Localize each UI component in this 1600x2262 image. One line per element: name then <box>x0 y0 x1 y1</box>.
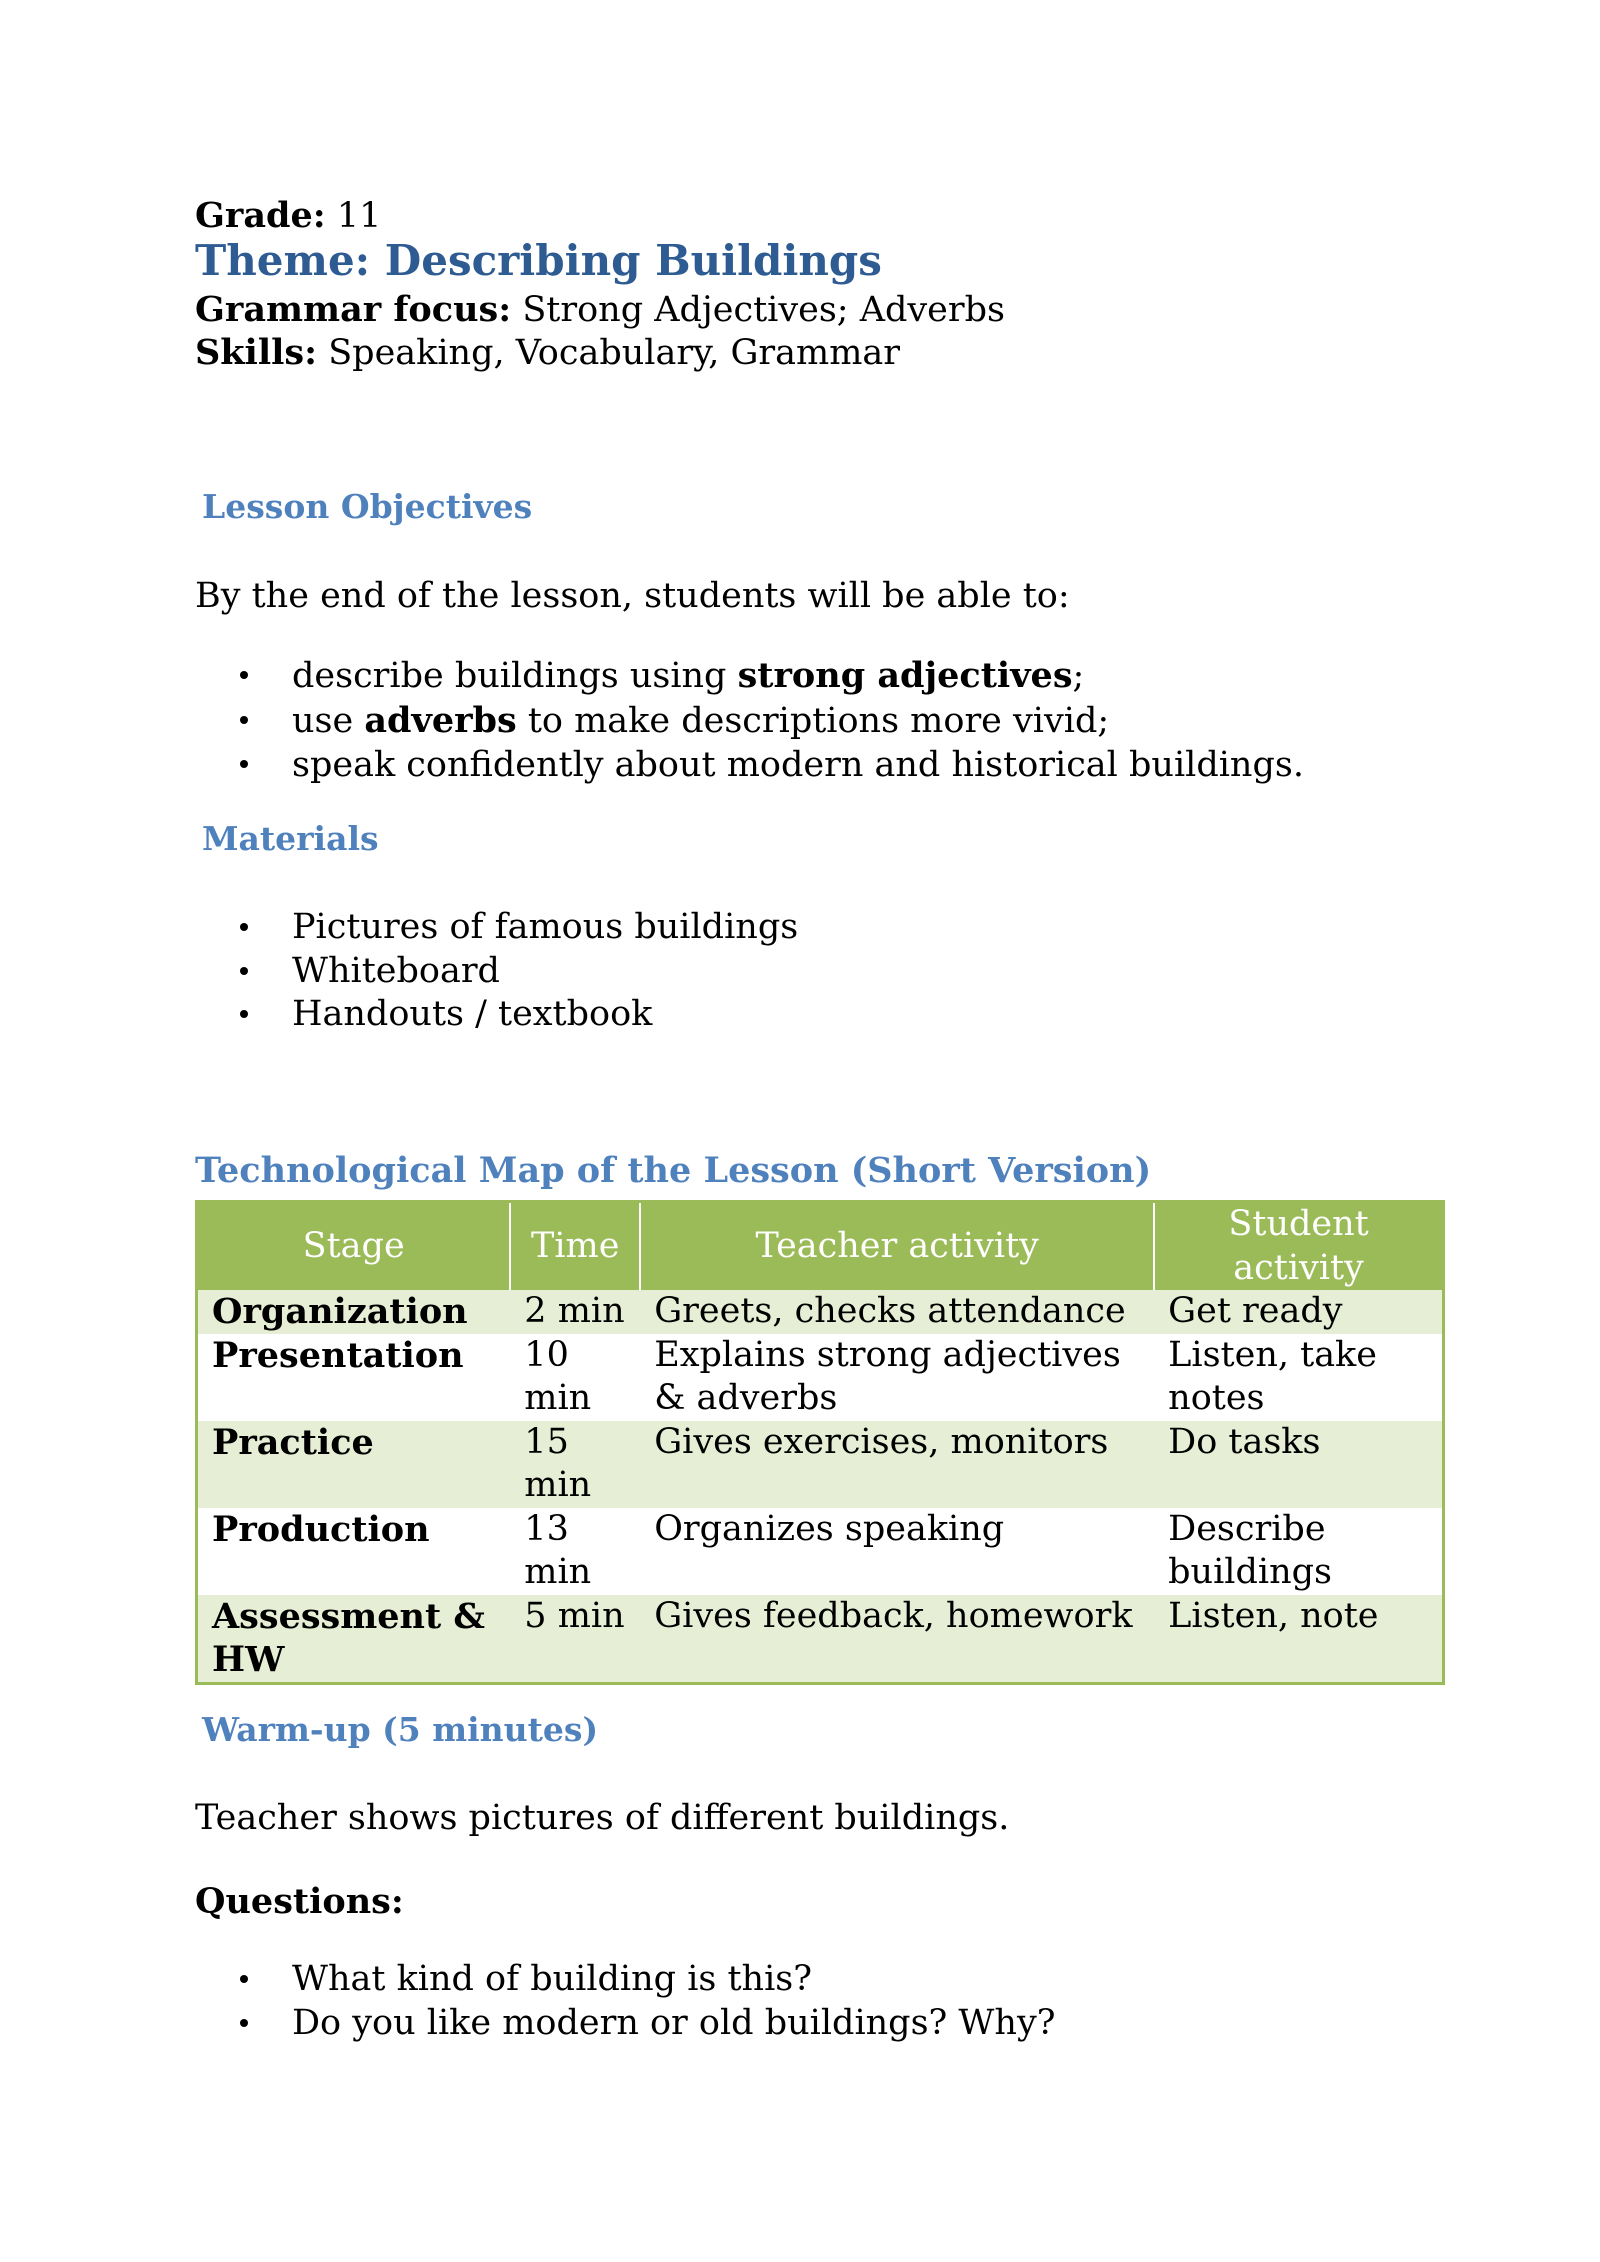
table-row <box>197 1508 1444 1595</box>
time-cell: 10 min <box>524 1334 592 1418</box>
skills-value: Speaking, Vocabulary, Grammar <box>328 333 900 373</box>
time-cell: 5 min <box>510 1595 640 1684</box>
list-item: Do you like modern or old buildings? Why? <box>240 2002 1056 2046</box>
bullet-icon <box>240 1010 248 1018</box>
grammar-focus-label: Grammar focus: <box>195 289 512 330</box>
bullet-icon <box>240 923 248 931</box>
objectives-intro: By the end of the lesson, students will be able to: <box>195 576 1070 616</box>
teacher-activity-cell: Gives feedback, homework <box>640 1595 1154 1684</box>
warmup-heading: Warm-up (5 minutes) <box>202 1710 599 1749</box>
bullet-icon <box>240 1975 248 1983</box>
grade-line <box>195 194 381 238</box>
student-activity-cell: Describe buildings <box>1168 1508 1332 1592</box>
student-activity-cell: Listen, note <box>1154 1595 1443 1684</box>
table-row <box>197 1595 1444 1684</box>
grade-value: 11 <box>336 196 382 236</box>
stage-cell: Assessment & HW <box>197 1595 511 1684</box>
table-header-row <box>197 1202 1444 1291</box>
time-cell: 15 min <box>510 1421 640 1508</box>
questions-label: Questions: <box>195 1881 404 1922</box>
stage-cell: Practice <box>197 1421 511 1508</box>
stage-cell: Presentation <box>212 1334 464 1376</box>
time-cell: 2 min <box>510 1290 640 1334</box>
bullet-icon <box>240 671 248 679</box>
teacher-activity-cell: Greets, checks attendance <box>640 1290 1154 1334</box>
grammar-focus-value: Strong Adjectives; Adverbs <box>522 290 1005 330</box>
warmup-text: Teacher shows pictures of different buildings. <box>195 1798 1010 1838</box>
list-item: Handouts / textbook <box>240 993 798 1037</box>
list-item: speak confidently about modern and historical buildings. <box>240 743 1304 788</box>
lesson-objectives-heading: Lesson Objectives <box>202 487 533 526</box>
teacher-activity-cell: Explains strong adjectives & adverbs <box>654 1334 1121 1418</box>
stage-cell: Production <box>212 1508 430 1550</box>
questions-list <box>240 1958 1056 2045</box>
theme-title: Theme: Describing Buildings <box>195 236 882 285</box>
table-row <box>197 1421 1444 1508</box>
stage-cell: Organization <box>197 1290 511 1334</box>
table-row <box>197 1290 1444 1334</box>
column-header: Student activity <box>1154 1202 1443 1291</box>
teacher-activity-cell: Organizes speaking <box>654 1508 1005 1549</box>
objectives-list <box>240 654 1304 788</box>
column-header: Time <box>510 1202 640 1291</box>
bullet-icon <box>240 967 248 975</box>
list-item: Whiteboard <box>240 950 798 994</box>
list-item: use adverbs to make descriptions more vivid; <box>240 699 1304 744</box>
list-item: Pictures of famous buildings <box>240 906 798 950</box>
skills-label: Skills: <box>195 332 318 373</box>
list-item: describe buildings using strong adjectives; <box>240 654 1304 699</box>
tech-map-table <box>195 1200 1445 1685</box>
skills-line <box>195 331 900 375</box>
bullet-icon <box>240 716 248 724</box>
student-activity-cell: Listen, take notes <box>1168 1334 1377 1418</box>
student-activity-cell: Get ready <box>1154 1290 1443 1334</box>
table-row <box>197 1334 1444 1421</box>
materials-list <box>240 906 798 1037</box>
column-header: Teacher activity <box>640 1202 1154 1291</box>
bullet-icon <box>240 760 248 768</box>
column-header: Stage <box>197 1202 511 1291</box>
student-activity-cell: Do tasks <box>1154 1421 1443 1508</box>
tech-map-heading: Technological Map of the Lesson (Short Version) <box>195 1150 1152 1191</box>
teacher-activity-cell: Gives exercises, monitors <box>640 1421 1154 1508</box>
grammar-focus-line <box>195 288 1005 332</box>
materials-heading: Materials <box>202 819 379 858</box>
bullet-icon <box>240 2019 248 2027</box>
list-item: What kind of building is this? <box>240 1958 1056 2002</box>
time-cell: 13 min <box>524 1508 592 1592</box>
grade-label: Grade: <box>195 195 326 236</box>
